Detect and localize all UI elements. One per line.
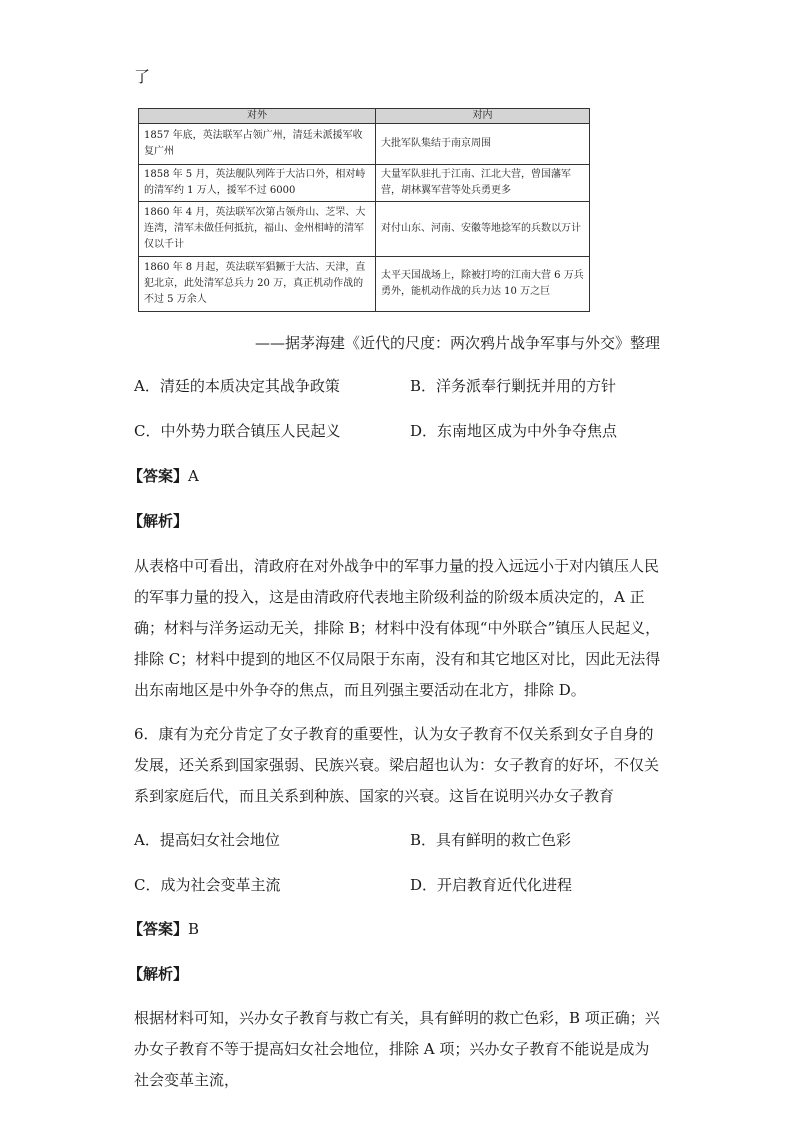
q5-analysis-text: 从表格中可看出，清政府在对外战争中的军事力量的投入远远小于对内镇压人民的军事力量的投入，这是由清政府代表地主阶级利益的阶级本质决定的，A 正确；材料与洋务运动无关，排除 B；材料中没有体现“中外联合”镇压人民起义，排除 C；材料中提到的地区不仅局限于东南，没有和其它地区对比，因此无法得出东南地区是中外争夺的焦点，而且列强主要活动在北方，排除 D。	[134, 557, 661, 699]
answer-value: B	[188, 920, 200, 938]
q6-question-stem: 6．康有为充分肯定了女子教育的重要性，认为女子教育不仅关系到女子自身的发展，还关系到国家强弱、民族兴衰。梁启超也认为：女子教育的好坏，不仅关系到家庭后代，而且关系到种族、国家的兴衰。这旨在说明兴办女子教育	[134, 725, 660, 805]
q5-option-c: C．中外势力联合镇压人民起义	[134, 422, 341, 440]
table-row	[139, 165, 590, 202]
table-header-cell: 对内	[376, 109, 590, 124]
answer-label: 【答案】	[128, 920, 189, 938]
q6-answer	[128, 919, 199, 939]
table-cell: 太平天国战场上，除被打垮的江南大营 6 万兵勇外，能机动作战的兵力达 10 万之巨	[376, 257, 590, 312]
table-cell: 1860 年 8 月起，英法联军猖獗于大沽、天津，直犯北京，此处清军总兵力 20 万，真正机动作战的不过 5 万余人	[139, 257, 376, 312]
table-row	[139, 124, 590, 165]
table-cell: 对付山东、河南、安徽等地捻军的兵数以万计	[376, 202, 590, 257]
table-cell: 1860 年 4 月，英法联军次第占领舟山、芝罘、大连湾，清军未做任何抵抗，福山、金州相峙的清军仅以千计	[139, 202, 376, 257]
q6-option-d: D．开启教育近代化进程	[410, 876, 573, 894]
table-row	[139, 202, 590, 257]
q5-answer	[128, 466, 199, 486]
table-cell: 1857 年底，英法联军占领广州，清廷未派援军收复广州	[139, 124, 376, 165]
q6-option-b: B．具有鲜明的救亡色彩	[410, 831, 572, 849]
source-citation: ——据茅海建《近代的尺度：两次鸦片战争军事与外交》整理	[254, 334, 660, 352]
q5-option-d: D．东南地区成为中外争夺焦点	[410, 422, 618, 440]
q6-option-c: C．成为社会变革主流	[134, 876, 281, 894]
table-row	[139, 257, 590, 312]
answer-value: A	[188, 467, 199, 485]
continued-text: 了	[134, 67, 151, 86]
table-header-cell: 对外	[139, 109, 376, 124]
table-cell: 大量军队驻扎于江南、江北大营，曾国藩军营，胡林翼军营等处兵勇更多	[376, 165, 590, 202]
q5-option-b: B．洋务派奉行剿抚并用的方针	[410, 377, 617, 395]
table-cell: 1858 年 5 月，英法舰队列阵于大沽口外，相对峙的清军约 1 万人，援军不过 6000	[139, 165, 376, 202]
table-cell: 大批军队集结于南京周围	[376, 124, 590, 165]
q5-option-a: A．清廷的本质决定其战争政策	[134, 377, 340, 395]
table-header-row	[139, 109, 590, 124]
q5-analysis-label: 【解析】	[128, 512, 189, 530]
answer-label: 【答案】	[128, 467, 189, 485]
q6-analysis-label: 【解析】	[128, 965, 189, 983]
comparison-table	[138, 108, 590, 312]
q6-option-a: A．提高妇女社会地位	[134, 831, 280, 849]
q6-analysis-text: 根据材料可知，兴办女子教育与救亡有关，具有鲜明的救亡色彩，B 项正确；兴办女子教育不等于提高妇女社会地位，排除 A 项；兴办女子教育不能说是成为社会变革主流，	[134, 1009, 660, 1089]
